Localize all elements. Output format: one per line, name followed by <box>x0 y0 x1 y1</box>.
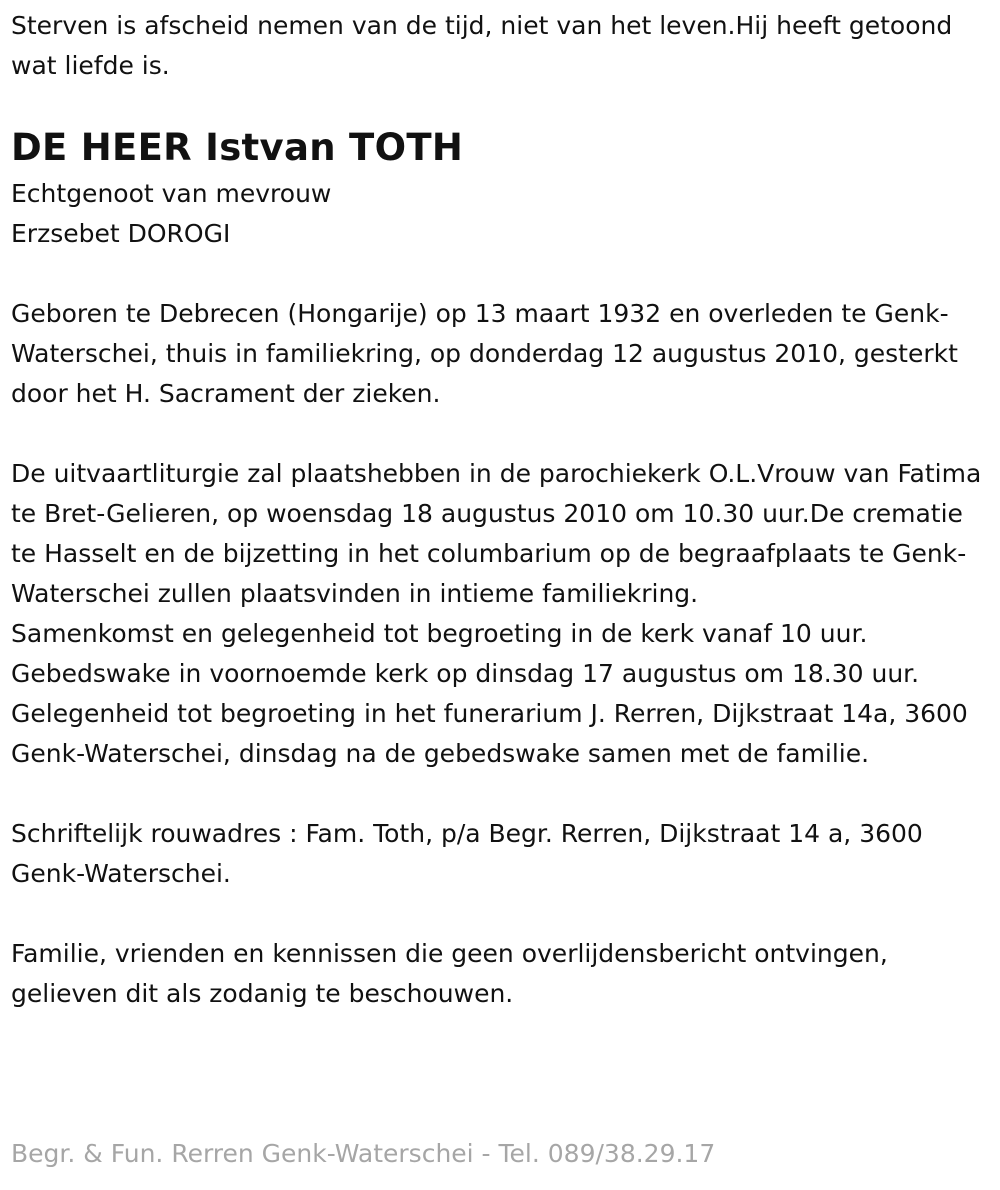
spacer <box>11 894 996 934</box>
spouse-line-2: Erzsebet DOROGI <box>11 219 231 248</box>
spacer <box>11 774 996 814</box>
obituary-notice <box>11 6 996 1014</box>
vigil-line: Gebedswake in voornoemde kerk op dinsdag 17 augustus om 18.30 uur. <box>11 659 920 688</box>
spouse-line-1: Echtgenoot van mevrouw <box>11 179 332 208</box>
deceased-name: DE HEER Istvan TOTH <box>11 126 464 169</box>
funeral-home-footer: Begr. & Fun. Rerren Genk-Waterschei - Tel. 089/38.29.17 <box>11 1139 716 1168</box>
birth-death-paragraph: Geboren te Debrecen (Hongarije) op 13 maart 1932 en overleden te Genk-Waterschei, thuis in familiekring, op donderdag 12 augustus 2010, gesterkt door het H. Sacrament der zieken. <box>11 299 958 408</box>
condolence-address: Schriftelijk rouwadres : Fam. Toth, p/a Begr. Rerren, Dijkstraat 14 a, 3600 Genk-Waterschei. <box>11 819 923 888</box>
visitation-paragraph: Gelegenheid tot begroeting in het funerarium J. Rerren, Dijkstraat 14a, 3600 Genk-Waterschei, dinsdag na de gebedswake samen met de familie. <box>11 699 968 768</box>
spacer <box>11 414 996 454</box>
funeral-liturgy-paragraph: De uitvaartliturgie zal plaatshebben in de parochiekerk O.L.Vrouw van Fatima te Bret-Gelieren, op woensdag 18 augustus 2010 om 10.30 uur.De crematie te Hasselt en de bijzetting in het columbarium op de begraafplaats te Genk-Waterschei zullen plaatsvinden in intieme familiekring. <box>11 459 982 608</box>
spacer <box>11 254 996 294</box>
notice-paragraph: Familie, vrienden en kennissen die geen overlijdensbericht ontvingen, gelieven dit als zodanig te beschouwen. <box>11 939 888 1008</box>
intro-quote: Sterven is afscheid nemen van de tijd, niet van het leven.Hij heeft getoond wat liefde is. <box>11 11 953 80</box>
gathering-line: Samenkomst en gelegenheid tot begroeting in de kerk vanaf 10 uur. <box>11 619 868 648</box>
